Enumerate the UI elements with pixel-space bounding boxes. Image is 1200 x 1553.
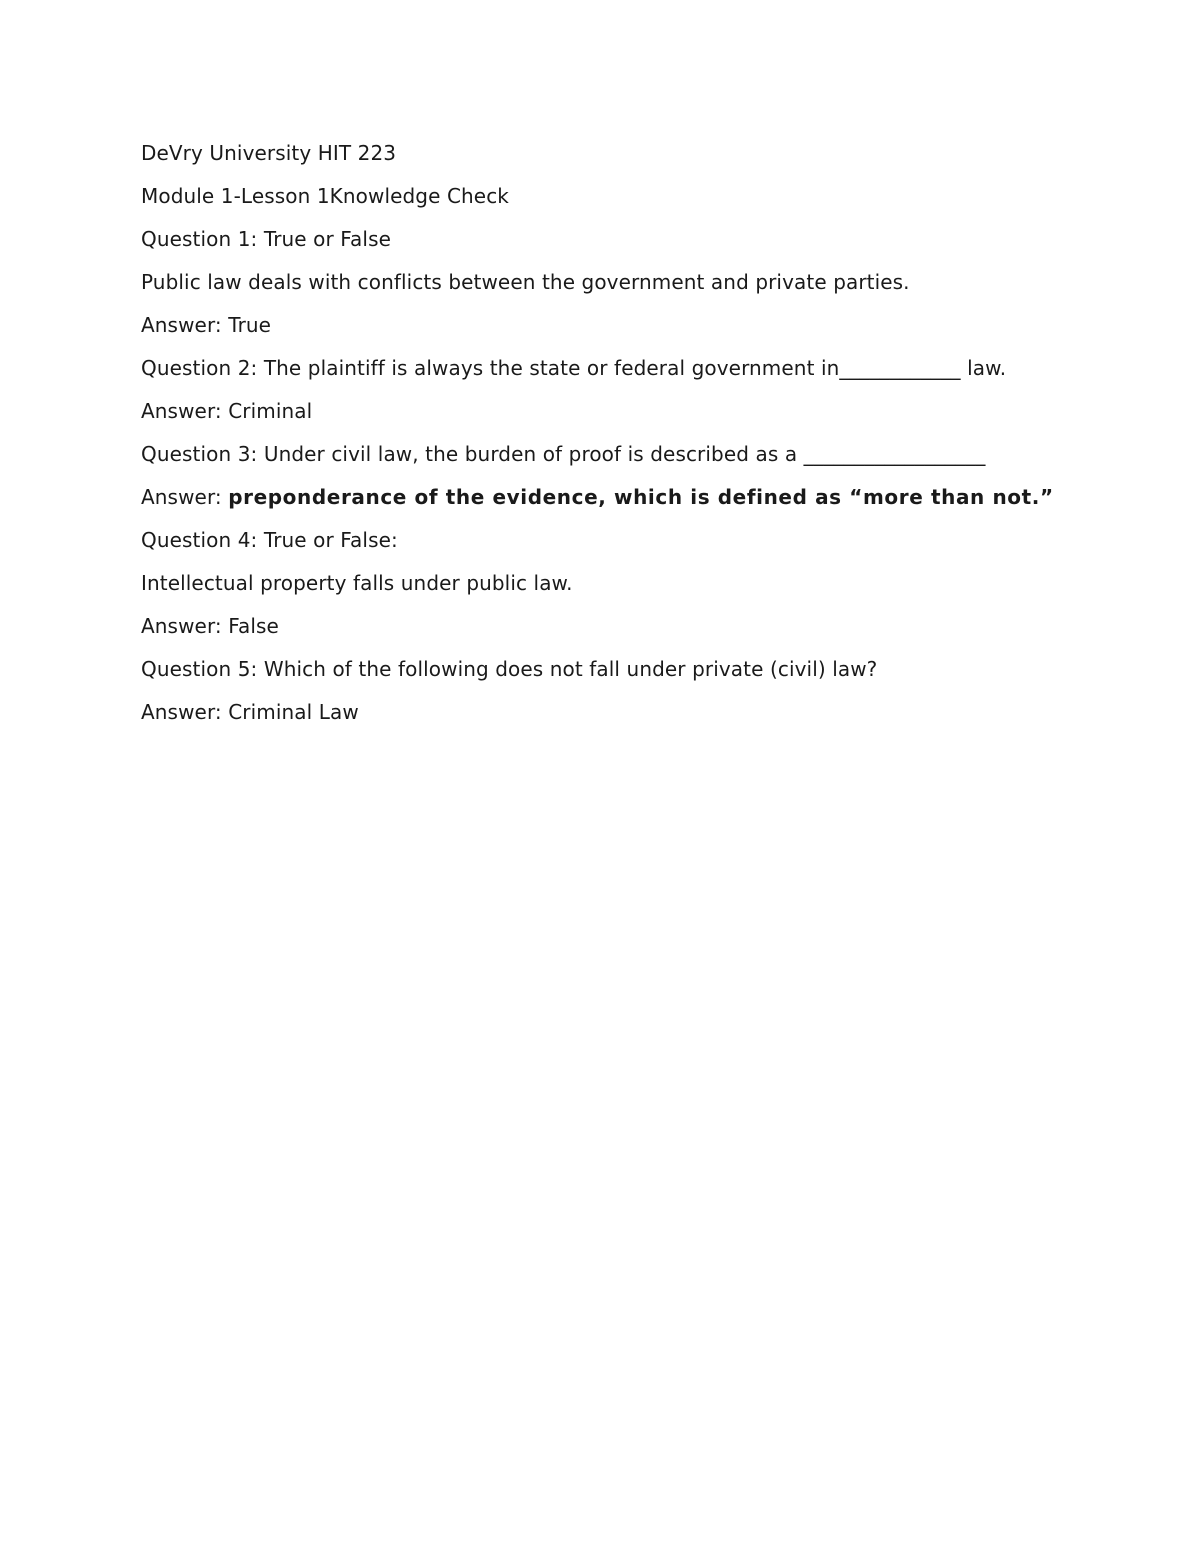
question-2-answer: Answer: Criminal (141, 399, 313, 423)
question-1-title: Question 1: True or False (141, 227, 391, 251)
question-1-answer: Answer: True (141, 313, 272, 337)
question-5-answer: Answer: Criminal Law (141, 700, 359, 724)
question-5-text: Question 5: Which of the following does not fall under private (civil) law? (141, 657, 878, 681)
question-3-text: Question 3: Under civil law, the burden of proof is described as a __________________ (141, 442, 986, 466)
document-body (141, 140, 1056, 742)
question-3-answer (141, 484, 1056, 511)
question-4-answer: Answer: False (141, 614, 279, 638)
question-4-title: Question 4: True or False: (141, 528, 398, 552)
question-3-answer-prefix: Answer: (141, 485, 229, 509)
question-4-statement: Intellectual property falls under public law. (141, 571, 573, 595)
question-3-answer-text: preponderance of the evidence, which is defined as “more than not.” (228, 485, 1054, 509)
question-1-statement: Public law deals with conflicts between the government and private parties. (141, 270, 910, 294)
document-header: DeVry University HIT 223 (141, 141, 397, 165)
module-title: Module 1-Lesson 1Knowledge Check (141, 184, 509, 208)
question-2-text: Question 2: The plaintiff is always the state or federal government in____________ law. (141, 356, 1007, 380)
